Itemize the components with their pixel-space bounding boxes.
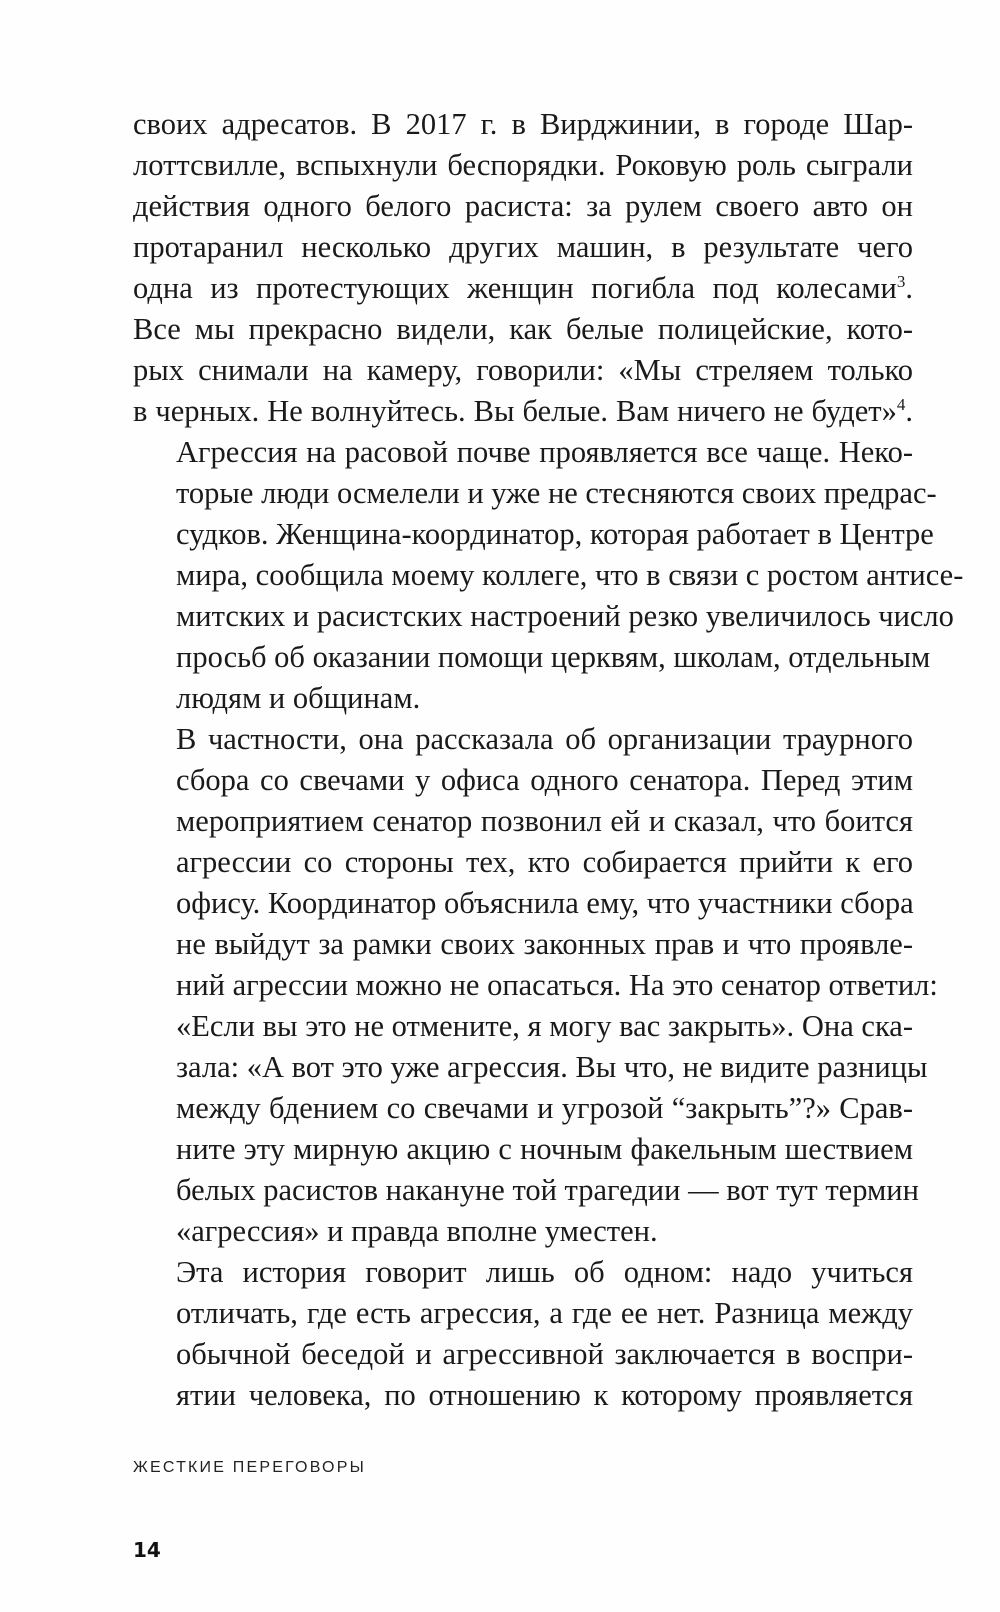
text-line: отличать, где есть агрессия, а где ее нет. Разница между bbox=[176, 1296, 913, 1330]
text-line: людям и общинам. bbox=[176, 681, 421, 715]
paragraph-3 bbox=[133, 719, 938, 1252]
text-line: офису. Координатор объяснила ему, что участники сбора bbox=[176, 886, 914, 920]
text-line: не выйдут за рамки своих законных прав и что проявле- bbox=[176, 927, 913, 961]
text-line: белых расистов накануне той трагедии — вот тут термин bbox=[176, 1173, 919, 1207]
text-line: В частности, она рассказала об организации траурного bbox=[176, 722, 913, 756]
text-line: лоттсвилле, вспыхнули беспорядки. Роковую роль сыграли bbox=[133, 148, 913, 182]
text-line: своих адресатов. В 2017 г. в Вирджинии, в городе Шар- bbox=[133, 107, 913, 141]
footnote-mark: 3 bbox=[896, 271, 906, 291]
text-line: мероприятием сенатор позвонил ей и сказал, что боится bbox=[176, 804, 913, 838]
text-line: Агрессия на расовой почве проявляется все чаще. Неко- bbox=[176, 435, 913, 469]
text-line: ните эту мирную акцию с ночным факельным шествием bbox=[176, 1132, 913, 1166]
text-line: мира, сообщила моему коллеге, что в связи с ростом антисе- bbox=[176, 558, 964, 592]
text-line: зала: «А вот это уже агрессия. Вы что, не видите разницы bbox=[176, 1050, 928, 1084]
paragraph-4 bbox=[133, 1252, 913, 1416]
text-line-with-footnote bbox=[133, 268, 913, 309]
text-line: «Если вы это не отмените, я могу вас закрыть». Она ска- bbox=[176, 1009, 913, 1043]
footnote-mark: 4 bbox=[896, 394, 906, 414]
text-line: ний агрессии можно не опасаться. На это сенатор ответил: bbox=[176, 968, 938, 1002]
text-line: действия одного белого расиста: за рулем своего авто он bbox=[133, 189, 913, 223]
text-line: между бдением со свечами и угрозой “закрыть”?» Срав- bbox=[176, 1091, 913, 1125]
punctuation: . bbox=[905, 394, 913, 428]
paragraph-1 bbox=[133, 104, 913, 432]
text-line: торые люди осмелели и уже не стесняются своих предрас- bbox=[176, 476, 937, 510]
text-line: протаранил несколько других машин, в результате чего bbox=[133, 230, 913, 264]
text-line: судков. Женщина-координатор, которая работает в Центре bbox=[176, 517, 934, 551]
paragraph-2 bbox=[133, 432, 964, 719]
text-line: ятии человека, по отношению к которому проявляется bbox=[176, 1378, 913, 1412]
text-line: просьб об оказании помощи церквям, школам, отдельным bbox=[176, 640, 931, 674]
text-line: Все мы прекрасно видели, как белые полицейские, кото- bbox=[133, 312, 913, 346]
text-line: митских и расистских настроений резко увеличилось число bbox=[176, 599, 954, 633]
text-line: агрессии со стороны тех, кто собирается прийти к его bbox=[176, 845, 913, 879]
body-text bbox=[133, 104, 964, 1416]
text-line: Эта история говорит лишь об одном: надо учиться bbox=[176, 1255, 913, 1289]
text-line: обычной беседой и агрессивной заключается в воспри- bbox=[176, 1337, 913, 1371]
running-head: ЖЕСТКИЕ ПЕРЕГОВОРЫ bbox=[133, 1459, 366, 1476]
text-line-with-footnote bbox=[133, 391, 913, 432]
text-line: в черных. Не волнуйтесь. Вы белые. Вам ничего не будет» bbox=[133, 394, 897, 428]
page-number: 14 bbox=[133, 1538, 161, 1562]
text-line: рых снимали на камеру, говорили: «Мы стреляем только bbox=[133, 353, 913, 387]
text-line: «агрессия» и правда вполне уместен. bbox=[176, 1214, 658, 1248]
text-line: сбора со свечами у офиса одного сенатора. Перед этим bbox=[176, 763, 913, 797]
punctuation: . bbox=[905, 271, 913, 305]
text-line: одна из протестующих женщин погибла под колесами bbox=[133, 271, 897, 305]
